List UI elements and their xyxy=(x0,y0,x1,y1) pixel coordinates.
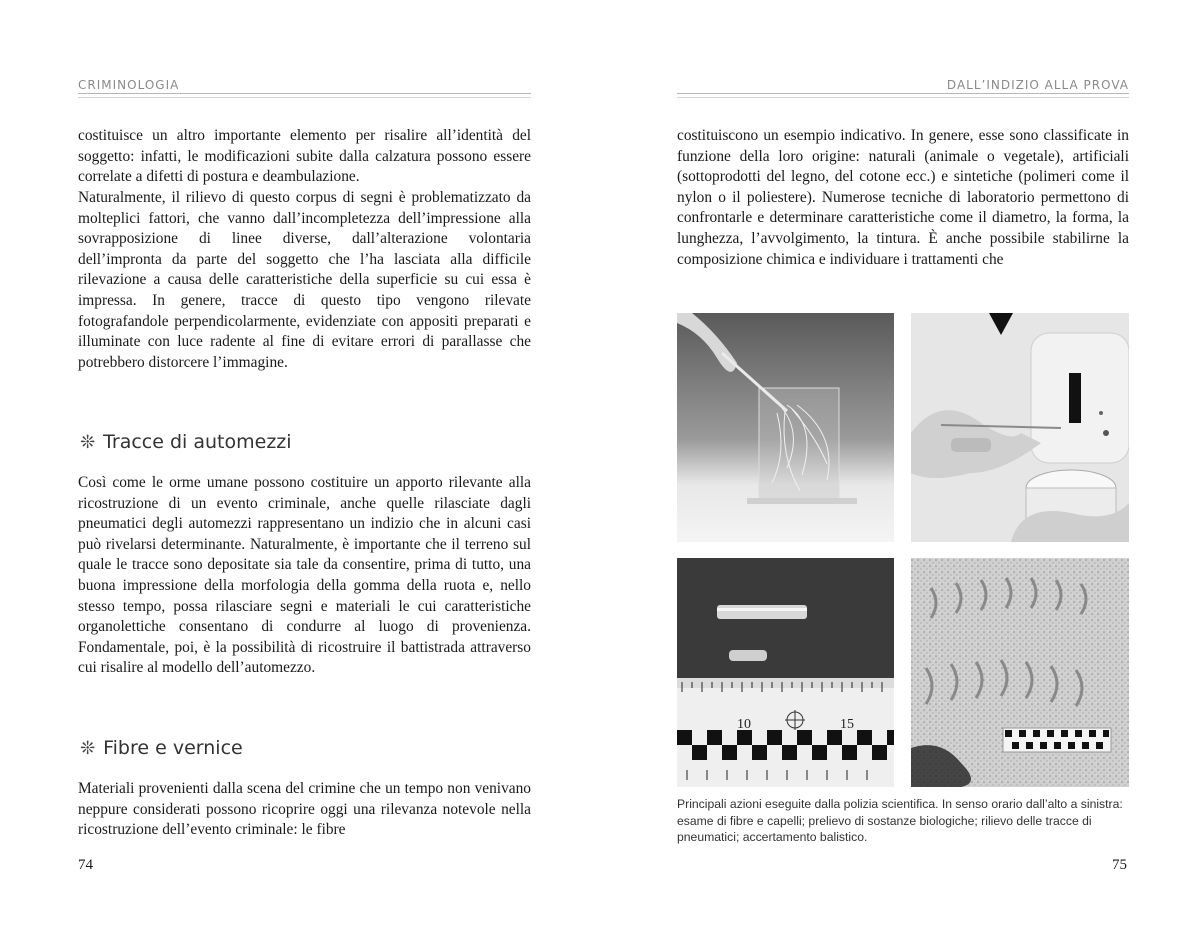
running-rule-left xyxy=(78,93,531,94)
running-head-right: DALL’INDIZIO ALLA PROVA xyxy=(946,78,1129,92)
asterisk-ornament-icon: ❊ xyxy=(80,432,96,453)
asterisk-ornament-icon: ❊ xyxy=(80,738,96,759)
section-heading-fibre xyxy=(80,737,243,759)
photo-ballistic-assessment xyxy=(677,558,894,787)
section-text-tracce: Così come le orme umane possono costituire un apporto rilevante alla ricostruzione di un evento criminale, anche quelle rilasciate dagli pneumatici degli automezzi rappresentano un indizio che in alcuni casi può rivelarsi determinante. Naturalmente, è importante che il terreno sul quale le tracce sono depositate sia tale da consentire, prima di tutto, una buona impressione della morfologia della gomma della ruota e, nello stesso tempo, possa rilasciare segni e materiali le cui caratteristiche organolettiche consentano di condurre al luogo di provenienza. Fondamentale, poi, è la possibilità di ricostruire il battistrada attraverso cui risalire al modello dell’automezzo. xyxy=(78,474,531,677)
figure-caption: Principali azioni eseguite dalla polizia scientifica. In senso orario dall’alto a sinistra: esame di fibre e capelli; prelievo di sostanze biologiche; rilievo delle tracce di pneumatici; accertamento balistico. xyxy=(677,797,1123,845)
running-rule-left-secondary xyxy=(78,97,531,98)
running-head-left: CRIMINOLOGIA xyxy=(78,78,180,92)
page-number-right: 75 xyxy=(1112,857,1127,873)
section-heading-text: Tracce di automezzi xyxy=(103,431,292,453)
section-heading-tracce xyxy=(80,431,292,453)
page-number-left: 74 xyxy=(78,857,93,873)
running-rule-right xyxy=(677,93,1129,94)
right-paragraph-1: costituiscono un esempio indicativo. In genere, esse sono classificate in funzione della loro origine: naturali (animale o vegetale), artificiali (sottoprodotti del legno, del cotone ecc.) e sintetiche (polimeri come il nylon o il poliestere). Numerose tecniche di laboratorio permettono di confrontarle e determinare caratteristiche come il diametro, la forma, la lunghezza, l’avvolgimento, la tintura. È anche possibile stabilirne la composizione chimica e individuare i trattamenti che xyxy=(677,127,1129,268)
photo-tyre-tracks xyxy=(911,558,1129,787)
ruler-label-15: 15 xyxy=(840,717,854,732)
right-page xyxy=(600,0,1200,926)
section-heading-text: Fibre e vernice xyxy=(103,737,243,759)
running-rule-right-secondary xyxy=(677,97,1129,98)
photo-fibre-examination xyxy=(677,313,894,542)
ruler-label-10: 10 xyxy=(737,717,751,732)
left-paragraph-1: costituisce un altro importante elemento per risalire all’identità del soggetto: infatti, le modificazioni subite dalla calzatura possono essere correlate a difetti di postura e deambulazione. xyxy=(78,127,531,186)
photo-biological-sampling xyxy=(911,313,1129,542)
left-paragraph-2: Naturalmente, il rilievo di questo corpus di segni è problematizzato da molteplici fattori, che vanno dall’incompletezza dell’impressione alla sovrapposizione di linee diverse, dall’alterazione volontaria dell’impronta da parte del soggetto che l’ha lasciata alla difficile rilevazione a causa delle caratteristiche della superficie su cui essa è impressa. In genere, tracce di questo tipo vengono rilevate fotografandole perpendicolarmente, evidenziate con appositi preparati e illuminate con luce radente al fine di evitare errori di parallasse che potrebbero distorcere l’immagine. xyxy=(78,189,531,371)
section-text-fibre: Materiali provenienti dalla scena del crimine che un tempo non venivano neppure considerati possono ricoprire oggi una rilevanza notevole nella ricostruzione dell’evento criminale: le fibre xyxy=(78,780,531,839)
